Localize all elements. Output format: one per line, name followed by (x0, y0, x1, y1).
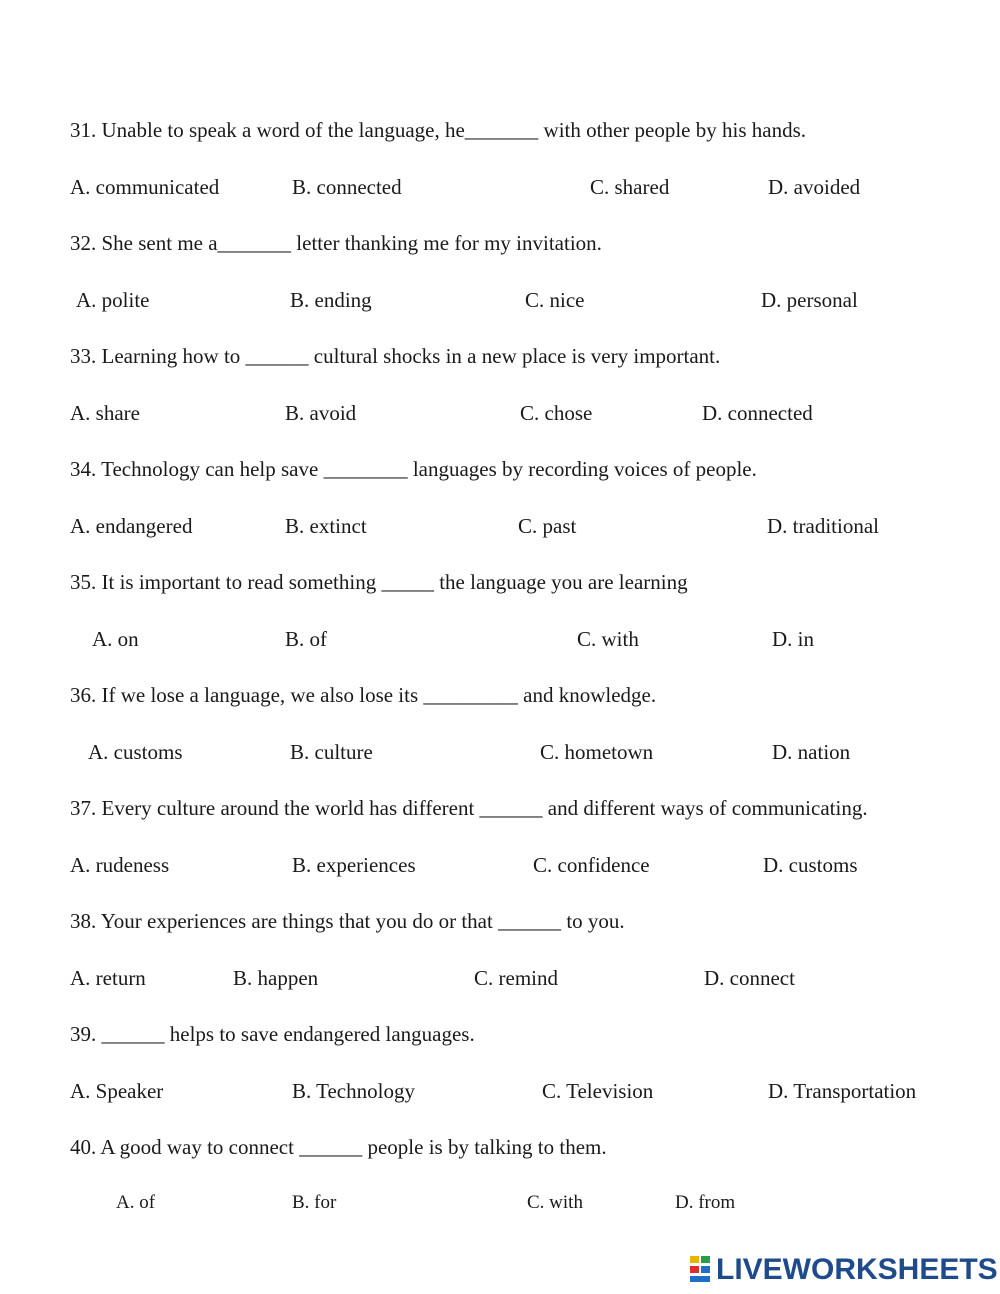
question-35: 35. It is important to read something _____ the language you are learning (70, 570, 688, 594)
option-34-c: C. past (518, 514, 577, 538)
option-35-b: B. of (285, 627, 327, 651)
question-32: 32. She sent me a_______ letter thanking me for my invitation. (70, 231, 602, 255)
option-34-a: A. endangered (70, 514, 193, 538)
option-38-b: B. happen (233, 966, 319, 990)
option-37-b: B. experiences (292, 853, 416, 877)
liveworksheets-mark-icon (690, 1256, 712, 1284)
logo-text: LIVEWORKSHEETS (716, 1253, 998, 1286)
option-31-d: D. avoided (768, 175, 861, 199)
option-34-b: B. extinct (285, 514, 367, 538)
option-33-a: A. share (70, 401, 140, 425)
liveworksheets-logo (690, 1253, 998, 1287)
option-38-c: C. remind (474, 966, 558, 990)
mark-square-blue (701, 1266, 710, 1273)
option-40-c: C. with (527, 1192, 583, 1213)
question-36: 36. If we lose a language, we also lose its _________ and knowledge. (70, 683, 657, 707)
option-39-b: B. Technology (292, 1079, 415, 1103)
option-36-a: A. customs (88, 740, 183, 764)
mark-square-yellow (690, 1256, 699, 1263)
option-31-a: A. communicated (70, 175, 220, 199)
option-39-c: C. Television (542, 1079, 654, 1103)
option-36-c: C. hometown (540, 740, 654, 764)
question-31: 31. Unable to speak a word of the language, he_______ with other people by his hands. (70, 118, 806, 142)
option-39-a: A. Speaker (70, 1079, 164, 1103)
option-32-b: B. ending (290, 288, 372, 312)
option-35-c: C. with (577, 627, 639, 651)
option-40-b: B. for (292, 1192, 337, 1213)
option-37-a: A. rudeness (70, 853, 170, 877)
question-38: 38. Your experiences are things that you do or that ______ to you. (70, 909, 625, 933)
option-40-a: A. of (116, 1192, 156, 1213)
option-33-c: C. chose (520, 401, 593, 425)
option-33-b: B. avoid (285, 401, 357, 425)
option-32-c: C. nice (525, 288, 585, 312)
option-36-d: D. nation (772, 740, 851, 764)
question-33: 33. Learning how to ______ cultural shocks in a new place is very important. (70, 344, 721, 368)
mark-bar (690, 1276, 710, 1282)
option-31-c: C. shared (590, 175, 670, 199)
option-33-d: D. connected (702, 401, 813, 425)
mark-square-green (701, 1256, 710, 1263)
option-39-d: D. Transportation (768, 1079, 917, 1103)
option-40-d: D. from (675, 1192, 736, 1213)
option-38-a: A. return (70, 966, 146, 990)
option-38-d: D. connect (704, 966, 795, 990)
option-32-a: A. polite (76, 288, 150, 312)
option-37-c: C. confidence (533, 853, 650, 877)
option-35-d: D. in (772, 627, 814, 651)
mark-square-red (690, 1266, 699, 1273)
option-32-d: D. personal (761, 288, 858, 312)
option-37-d: D. customs (763, 853, 858, 877)
question-34: 34. Technology can help save ________ languages by recording voices of people. (70, 457, 757, 481)
question-39: 39. ______ helps to save endangered languages. (70, 1022, 475, 1046)
option-34-d: D. traditional (767, 514, 879, 538)
option-36-b: B. culture (290, 740, 373, 764)
option-35-a: A. on (92, 627, 139, 651)
question-37: 37. Every culture around the world has different ______ and different ways of communicating. (70, 796, 868, 820)
option-31-b: B. connected (292, 175, 402, 199)
question-40: 40. A good way to connect ______ people is by talking to them. (70, 1135, 607, 1159)
